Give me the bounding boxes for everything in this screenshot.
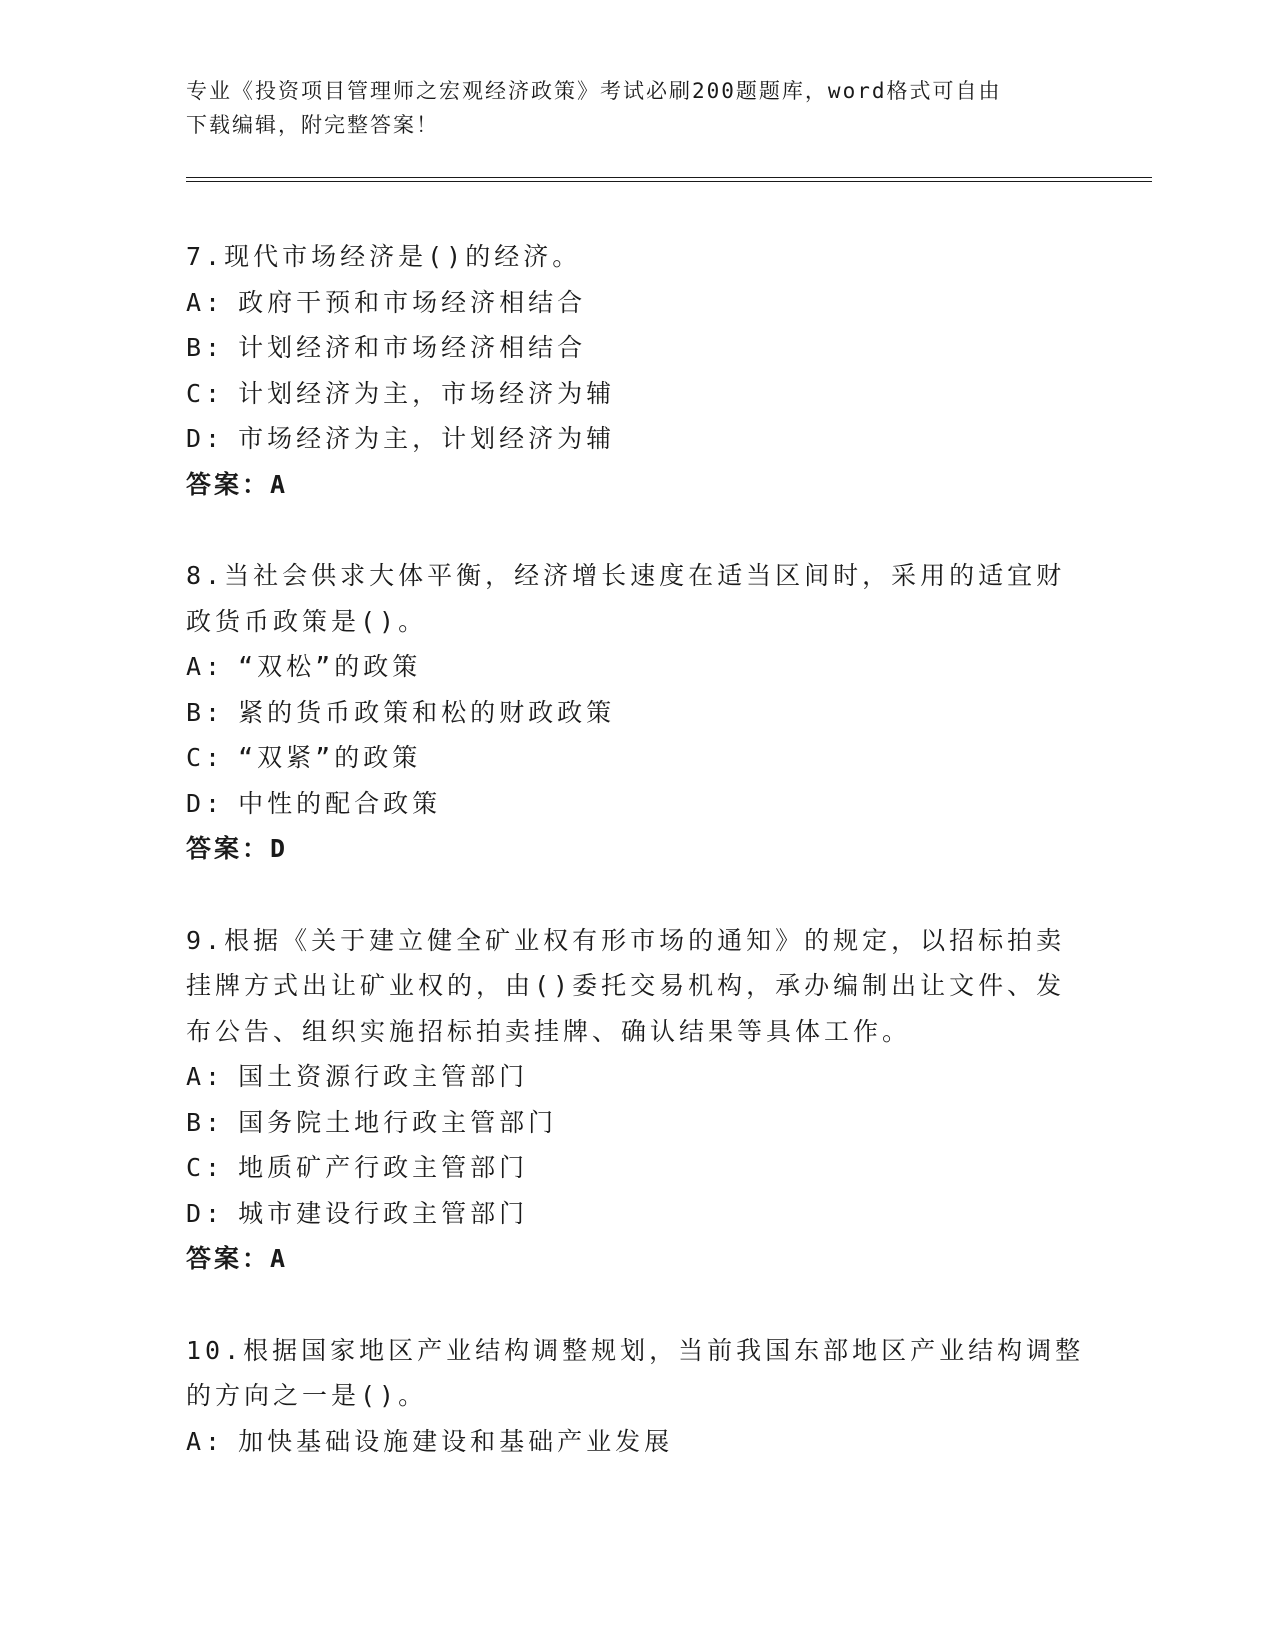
option-text: 市场经济为主，计划经济为辅 <box>238 424 616 453</box>
option-key: D: <box>186 424 225 453</box>
option-key: B: <box>186 333 225 362</box>
option-b <box>186 690 1086 736</box>
option-text: 加快基础设施建设和基础产业发展 <box>238 1426 674 1456</box>
option-c <box>186 371 1086 417</box>
option-b <box>186 325 1086 371</box>
option-a <box>186 1419 1086 1465</box>
option-text: 国土资源行政主管部门 <box>238 1062 529 1091</box>
document-header <box>186 74 1086 142</box>
question-stem: 7.现代市场经济是()的经济。 <box>186 242 582 271</box>
option-key: C: <box>186 1153 225 1182</box>
option-d <box>186 1191 1086 1237</box>
option-b <box>186 1100 1086 1146</box>
question-7 <box>186 234 1086 507</box>
option-text: 中性的配合政策 <box>238 788 442 818</box>
option-key: A: <box>186 1426 225 1456</box>
question-stem: 9.根据《关于建立健全矿业权有形市场的通知》的规定，以招标拍卖挂牌方式出让矿业权的，由()委托交易机构，承办编制出让文件、发布公告、组织实施招标拍卖挂牌、确认结果等具体工作。 <box>186 925 1066 1046</box>
option-key: A: <box>186 1062 225 1091</box>
option-key: D: <box>186 788 225 818</box>
option-text: 政府干预和市场经济相结合 <box>238 287 587 317</box>
option-text: 国务院土地行政主管部门 <box>238 1107 558 1137</box>
option-key: C: <box>186 743 225 772</box>
option-text: 城市建设行政主管部门 <box>238 1198 529 1228</box>
option-text: “双松”的政策 <box>238 652 422 681</box>
answer: 答案：A <box>186 1244 289 1273</box>
option-d <box>186 781 1086 827</box>
question-8 <box>186 553 1086 872</box>
option-text: 计划经济为主，市场经济为辅 <box>238 378 616 408</box>
option-c <box>186 1145 1086 1191</box>
header-line-1: 专业《投资项目管理师之宏观经济政策》考试必刷200题题库，word格式可自由 <box>186 79 1002 103</box>
question-list <box>186 234 1086 1510</box>
answer: 答案：D <box>186 834 289 863</box>
option-text: 紧的货币政策和松的财政政策 <box>238 697 616 727</box>
option-text: 地质矿产行政主管部门 <box>238 1153 529 1182</box>
question-stem: 10.根据国家地区产业结构调整规划，当前我国东部地区产业结构调整的方向之一是()。 <box>186 1335 1085 1410</box>
option-text: 计划经济和市场经济相结合 <box>238 333 587 362</box>
question-10 <box>186 1328 1086 1465</box>
option-key: A: <box>186 652 225 681</box>
option-key: B: <box>186 697 225 727</box>
answer: 答案：A <box>186 469 289 499</box>
option-a <box>186 280 1086 326</box>
question-9 <box>186 918 1086 1282</box>
option-a <box>186 1054 1086 1100</box>
option-key: D: <box>186 1198 225 1228</box>
option-text: “双紧”的政策 <box>238 743 422 772</box>
option-d <box>186 416 1086 462</box>
header-line-2: 下载编辑，附完整答案！ <box>186 113 439 137</box>
question-stem: 8.当社会供求大体平衡，经济增长速度在适当区间时，采用的适宜财政货币政策是()。 <box>186 561 1066 636</box>
header-divider-bottom <box>186 181 1152 182</box>
option-key: B: <box>186 1107 225 1137</box>
option-key: A: <box>186 287 225 317</box>
option-c <box>186 735 1086 781</box>
option-key: C: <box>186 378 225 408</box>
option-a <box>186 644 1086 690</box>
header-divider-top <box>186 177 1152 178</box>
